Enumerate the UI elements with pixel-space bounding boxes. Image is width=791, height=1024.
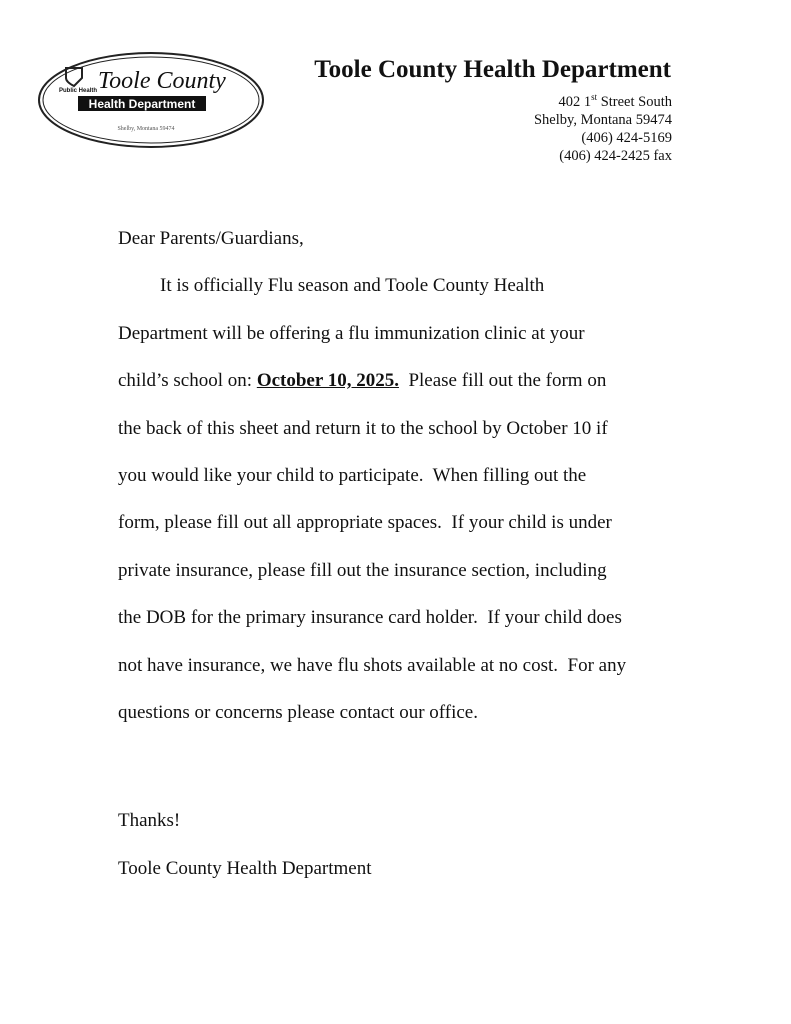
- street-address: [534, 88, 672, 111]
- greeting: Dear Parents/Guardians,: [118, 228, 304, 249]
- body-text: child’s school on:: [118, 370, 257, 392]
- body-line: [118, 368, 626, 415]
- letter-body: [118, 226, 626, 747]
- body-text: Please fill out the form on: [398, 370, 607, 392]
- signature: Toole County Health Department: [118, 858, 372, 879]
- phone-number: (406) 424-5169: [581, 129, 672, 146]
- address-block: [534, 88, 672, 165]
- fax-number: (406) 424-2425 fax: [559, 147, 672, 164]
- body-line: not have insurance, we have flu shots available at no cost. For any: [118, 654, 627, 676]
- body-line: It is officially Flu season and Toole County Health: [160, 275, 545, 297]
- organization-name: Toole County Health Department: [314, 56, 671, 83]
- svg-text:Toole County: Toole County: [98, 68, 226, 94]
- closing: Thanks!: [118, 810, 181, 831]
- svg-text:Shelby, Montana 59474: Shelby, Montana 59474: [117, 126, 175, 132]
- street-suffix: st: [591, 92, 598, 102]
- body-line: you would like your child to participate. When filling out the: [118, 464, 587, 486]
- body-line: the back of this sheet and return it to the school by October 10 if: [118, 417, 608, 439]
- body-line: form, please fill out all appropriate spaces. If your child is under: [118, 512, 612, 534]
- body-line: Department will be offering a flu immunization clinic at your: [118, 322, 585, 344]
- body-line: questions or concerns please contact our office.: [118, 701, 478, 723]
- clinic-date: October 10, 2025.: [256, 370, 399, 392]
- health-department-logo: [36, 50, 266, 150]
- body-line: private insurance, please fill out the insurance section, including: [118, 559, 607, 581]
- street-name: Street South: [597, 93, 672, 110]
- body-line: the DOB for the primary insurance card holder. If your child does: [118, 607, 622, 629]
- svg-text:Public Health: Public Health: [59, 88, 98, 94]
- svg-text:Health Department: Health Department: [88, 97, 196, 111]
- street-number: 402 1: [558, 93, 592, 110]
- closing-block: [118, 797, 372, 893]
- city-state-zip: Shelby, Montana 59474: [533, 111, 672, 128]
